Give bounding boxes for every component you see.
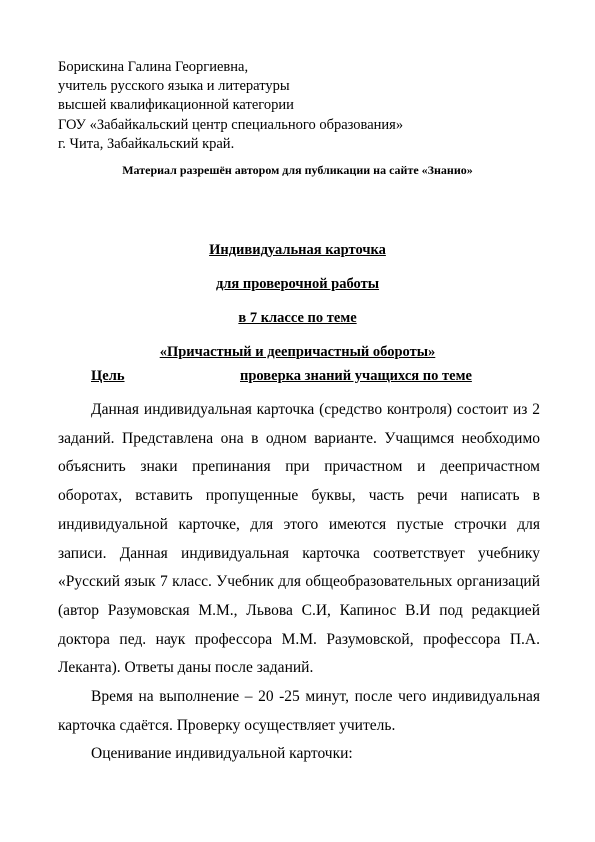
author-name: Борискина Галина Георгиевна, <box>58 59 249 75</box>
goal-label: Цель <box>91 368 125 384</box>
author-organization: ГОУ «Забайкальский центр специального образования» <box>58 116 404 133</box>
grading-heading-paragraph: Оценивание индивидуальной карточки: <box>91 745 353 763</box>
title-line: Индивидуальная карточка <box>209 242 386 258</box>
body-text <box>58 396 540 769</box>
publication-permission-note: Материал разрешён автором для публикации на сайте «Знанио» <box>122 163 473 177</box>
title-line: для проверочной работы <box>215 276 380 292</box>
title-line: «Причастный и деепричастный обороты» <box>159 344 436 360</box>
author-info <box>58 58 528 154</box>
document-title <box>0 240 595 376</box>
time-paragraph: Время на выполнение – 20 -25 минут, после чего индивидуальная карточка сдаётся. Проверку осуществляет учитель. <box>58 688 540 734</box>
goal-row <box>0 368 595 390</box>
description-paragraph: Данная индивидуальная карточка (средство контроля) состоит из 2 заданий. Представлена она в одном варианте. Учащимся необходимо объяснить знаки препинания при причастном и деепричастном оборотах, вставить пропущенные буквы, часть речи написать в индивидуальной карточке, для этого имеются пустые строчки для записи. Данная индивидуальная карточка соответствует учебнику «Русский язык 7 класс. Учебник для общеобразовательных организаций (автор Разумовская М.М., Львова С.И, Капинос В.И под редакцией доктора пед. наук профессора М.М. Разумовской, профессора П.А. Леканта). Ответы даны после заданий. <box>58 401 540 677</box>
author-position: учитель русского языка и литературы <box>58 78 290 95</box>
title-line: в 7 классе по теме <box>238 310 357 326</box>
goal-text: проверка знаний учащихся по теме <box>240 368 472 384</box>
author-category: высшей квалификационной категории <box>58 97 294 114</box>
author-location: г. Чита, Забайкальский край. <box>58 135 235 152</box>
